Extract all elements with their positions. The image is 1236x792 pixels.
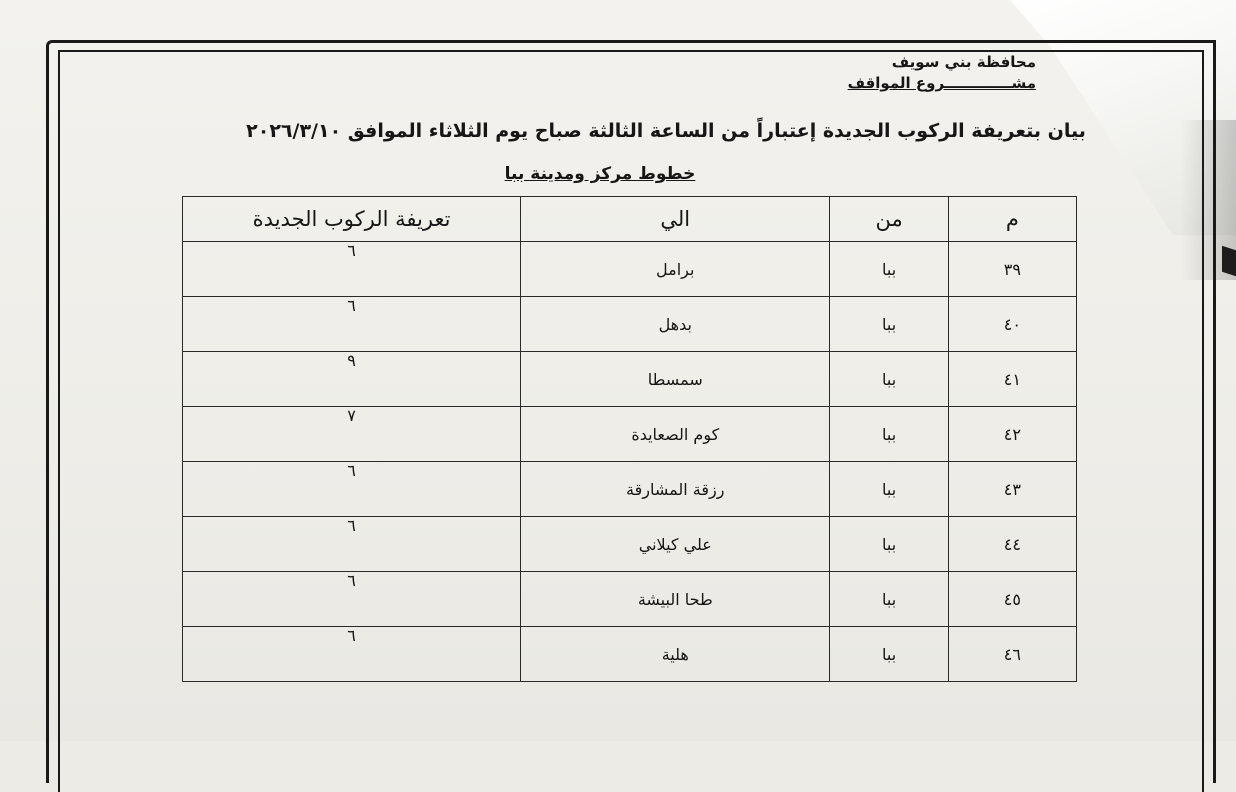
row-fare: ٦ — [183, 297, 521, 352]
header-from: من — [830, 197, 948, 242]
table-row — [183, 627, 1077, 682]
row-fare: ٦ — [183, 572, 521, 627]
document-subtitle: خطوط مركز ومدينة ببا — [504, 164, 696, 184]
row-num: ٤٤ — [948, 517, 1076, 572]
governorate-name: محافظة بني سويف — [891, 53, 1036, 71]
page-edge — [1222, 246, 1236, 277]
row-num: ٤١ — [948, 352, 1076, 407]
header-to: الي — [521, 197, 830, 242]
fare-table — [182, 196, 1077, 682]
table-row — [183, 352, 1077, 407]
header-fare: تعريفة الركوب الجديدة — [183, 197, 521, 242]
document-header — [616, 52, 1036, 94]
table-row — [183, 297, 1077, 352]
table-row — [183, 462, 1077, 517]
row-to: كوم الصعايدة — [521, 407, 830, 462]
row-to: بدهل — [521, 297, 830, 352]
row-num: ٤٦ — [948, 627, 1076, 682]
row-num: ٤٠ — [948, 297, 1076, 352]
row-num: ٤٢ — [948, 407, 1076, 462]
row-from: ببا — [830, 462, 948, 517]
project-name: مشـــــــــــــروع المواقف — [847, 74, 1036, 92]
header-num: م — [948, 197, 1076, 242]
fare-table-body — [183, 242, 1077, 682]
row-from: ببا — [830, 242, 948, 297]
row-from: ببا — [830, 517, 948, 572]
row-fare: ٦ — [183, 242, 521, 297]
row-fare: ٦ — [183, 517, 521, 572]
row-from: ببا — [830, 352, 948, 407]
row-to: طحا البيشة — [521, 572, 830, 627]
table-row — [183, 242, 1077, 297]
row-from: ببا — [830, 407, 948, 462]
row-to: هلية — [521, 627, 830, 682]
document-title: بيان بتعريفة الركوب الجديدة إعتباراً من الساعة الثالثة صباح يوم الثلاثاء الموافق ٢٠٢٦/٣/١٠ — [246, 120, 1086, 142]
row-fare: ٩ — [183, 352, 521, 407]
row-to: رزقة المشارقة — [521, 462, 830, 517]
table-row — [183, 407, 1077, 462]
row-num: ٤٥ — [948, 572, 1076, 627]
row-to: سمسطا — [521, 352, 830, 407]
row-from: ببا — [830, 572, 948, 627]
row-from: ببا — [830, 627, 948, 682]
table-row — [183, 572, 1077, 627]
header-row — [183, 197, 1077, 242]
row-fare: ٧ — [183, 407, 521, 462]
row-fare: ٦ — [183, 462, 521, 517]
row-fare: ٦ — [183, 627, 521, 682]
row-to: برامل — [521, 242, 830, 297]
row-num: ٤٣ — [948, 462, 1076, 517]
table-row — [183, 517, 1077, 572]
row-num: ٣٩ — [948, 242, 1076, 297]
row-to: علي كيلاني — [521, 517, 830, 572]
row-from: ببا — [830, 297, 948, 352]
fare-table-header — [183, 197, 1077, 242]
